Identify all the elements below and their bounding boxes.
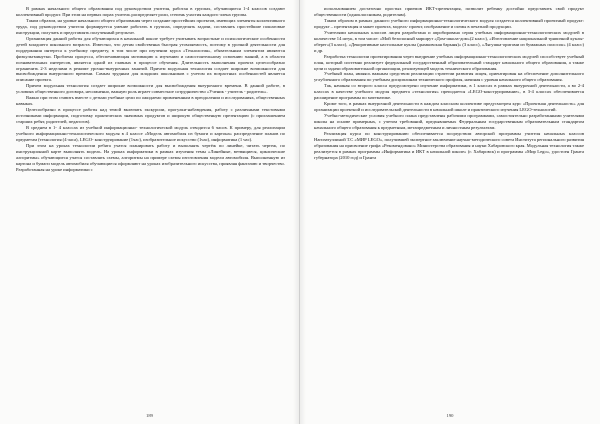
right-page xyxy=(300,0,600,424)
paragraph: Так, начиная со второго класса предусмотрено изучение информатики, в 1 классах в рамках внеурочной деятельности, а во 2-4 классах в качестве учебного модуля предмета «технология» преподается «LEGO-конструирование», в 3-4 классах обеспечивается расширение программы по математике. xyxy=(314,83,584,101)
paragraph: Учителями начальных классов лицея разработана и апробирована серия учебных информационно-технологических модулей в количестве 14 штук, в том числе: «Мой безопасный маршрут «Дом-школа-дом»(2 класс), «Изготовление национальной тряпичной куклы-оберег»(3 класс), «Декоративные настольные куклы (дымковская барыня)» (3 класс), «Лягушка-оригами из бумажных полосок» (4 класс) и др. xyxy=(314,29,584,53)
paragraph: Учебно-методические условия учебного плана представлены рабочими программами, самостоятельно разработанными учителями школы на основе примерных, с учетом требований, предъявляемых Федеральным государственным образовательным стандартом начального общего образования к предметным, метапредметным и личностным результатам. xyxy=(314,113,584,131)
paragraph: Кроме того, в рамках внеурочной деятельности в каждом классном коллективе предусмотрен курс «Проектная деятельность» для организации проектной и исследовательской деятельности в начальной школе и практического изучения LEGO-технологий. xyxy=(314,101,584,113)
paragraph: использованием достаточно простых приемов ИКТ-презентация, позволит ребенку достойно представить свой продукт общественности (одноклассникам, родителям). xyxy=(314,6,584,17)
paragraph: Причем модульная технология создает широкие возможности для высвобождения внеурочного времени. В данной работе, в условиях общественного договора, несомненно, важную роль играет совместное сотрудничество «Ученик - учитель - родитель». xyxy=(16,83,285,95)
paragraph: Организация данной работы для обучающихся в начальной школе требует учитывать возрастные и психологические особенности детей младшего школьного возраста. Известно, что детям свойственна быстрая утомляемость, поэтому в урочной деятельности для поддержания интереса к учебному предмету, в том числе при изучении курса «Технология», обязательным элементом являются физкультминутки. Проблема процесса, обеспечивающая мотивацию к изучению и самостоятельному освоению знаний, а в области познавательных интересов, является одной из главных в процессе обучения. Длительность выполнения проекта целесообразно ограничить 2-3 неделями в режиме урочно-внеурочных занятий. Причем модульная технология создает широкие возможности для высвобождения внеурочного времени. Самым трудным для младших школьников с учетом их возрастных особенностей является описание проекта. xyxy=(16,35,285,83)
page-number: 190 xyxy=(446,413,454,418)
paragraph: Целесообразно в процессе работы над темой включать экскурсии, прогулки-наблюдения, работу с различными текстовыми источниками информации, подготовку практических значимых продуктов и широкую общественную презентацию (с приглашением старших ребят, родителей, педагогов). xyxy=(16,107,285,125)
paragraph: Разработка технологии проектирования через внедрение учебных информационно-технологических модулей способствует учебный план, который системно реализует федеральный государственный образовательный стандарт начального общего образования, а также цели и задачи образовательной организации, реализующей модель технического образования. xyxy=(314,53,584,71)
paragraph: При этом на уроках технологии ребята учатся планировать работу и выполнять чертёж по линейке, читать чертеж, по инструкционной карте выполнять модель. На уроках информатики в рамках изучения темы «Линейные, ветвящиеся, циклические алгоритмы» обучающиеся учатся составлять схемы, алгоритмы на примере схемы изготовления модели автомобиля. Выполненную из картона и бумаги модель автомобиля обучающиеся оформляют на уроках изобразительного искусства, проявляя фантазию и творчество. Разработанная на уроке информатики с xyxy=(16,142,285,172)
paragraph: Важно при этом ставить вместе с детьми учебные цели по ожидаемо примененным в преодолении и исследованиях, общественных навыках. xyxy=(16,95,285,107)
paragraph: Учебный план, являясь важным средством реализации стратегии развития лицея, ориентирован на обеспечение дополнительного углубленного образования по учебным дисциплинам технического профиля, начиная с уровня начального общего образования. xyxy=(314,71,584,83)
paragraph: В рамках начального общего образования под руководством учителя, работая в группах, обучающиеся 1-4 классов создают коллективный продукт. При этом на первых порах учитель распределяет роли, степень участия каждого члена группы. xyxy=(16,6,285,17)
page-number: 189 xyxy=(146,413,153,418)
paragraph: Реализация курса по конструированию обеспечивается посредством авторской программы учителя начальных классов Нагизатуллиной Т.С «МИР LEGO», получившей экспертное заключение научно-методического совета Института регионального развития образования на присвоение грифа «Рекомендовано» Министерства образования и науки Хабаровского края. Модульная технология также реализуется в рамках программы «Информатика и ИКТ в начальной школе» (г. Хабаровск) и программы «Мир Lego», удостоен Гранта губернатора (2010 год) и Гранта xyxy=(314,131,584,160)
gutter-shadow xyxy=(293,0,299,424)
paragraph: Таким образом в рамках данного учебного информационно-технологического модуля создается коллективный проектный продукт: продукт – презентация и макет проекта, модель- проект, изображение и схемы в печатной продукции. xyxy=(314,17,584,29)
paragraph: Таким образом, на уровне начального общего образования через создание простейших проектов, имеющих элементы коллективного труда, под руководством учителя формируется умение работать в группах, определять задачи, составлять простейшие пошаговые инструкции, получать и представлять полученный результат. xyxy=(16,17,285,35)
paragraph: В среднем в 1- 4 классах из учебной информационно- технологической модуль отводится 6 часов. К примеру, для реализации учебного информационно-технологического модуля в 4 классе «Модель автомобиля из бумаги и картона» распределение планов по предметам (технология (4 часа), LEGO- конструирование (1час), изобразительное искусство (1час), информатика (1 час). xyxy=(16,125,285,142)
gutter-shadow xyxy=(300,0,306,424)
